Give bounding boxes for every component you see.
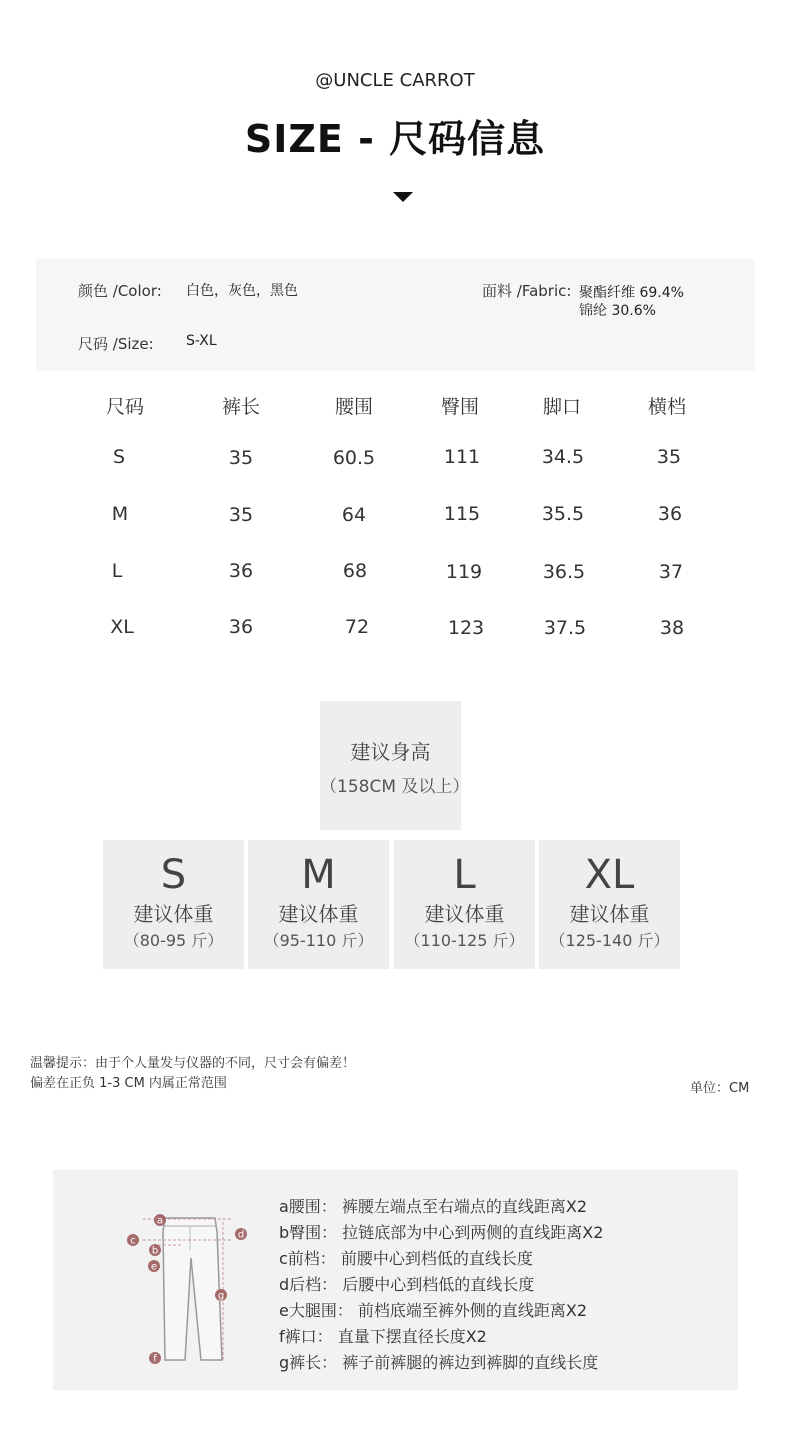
size-value: S-XL (186, 333, 217, 349)
page-title: SIZE - 尺码信息 (244, 117, 546, 161)
table-cell: XL (110, 616, 134, 638)
tip-line-1: 温馨提示：由于个人量发与仪器的不同，尺寸会有偏差！ (30, 1056, 356, 1071)
measure-item-thigh: e大腿围： 前档底端至裤外侧的直线距离X2 (279, 1301, 588, 1320)
brand-name: @UNCLE CARROT (315, 70, 475, 91)
weight-card-label: 建议体重 (424, 902, 505, 926)
fabric-value-2: 锦纶 30.6% (579, 303, 656, 319)
measure-item-waist: a腰围： 裤腰左端点至右端点的直线距离X2 (279, 1197, 588, 1216)
table-cell: 68 (342, 560, 368, 582)
weight-card-label: 建议体重 (133, 902, 214, 926)
tip-line-2: 偏差在正负 1-3 CM 内属正常范围 (30, 1076, 227, 1091)
color-label: 颜色 /Color: (78, 282, 162, 300)
table-cell: 64 (341, 504, 367, 526)
marker-label: f (153, 1353, 157, 1365)
height-range: （158CM 及以上） (320, 777, 470, 797)
measure-item-back-rise: d后档： 后腰中心到档低的直线长度 (279, 1275, 535, 1294)
measure-item-length: g裤长： 裤子前裤腿的裤边到裤脚的直线长度 (279, 1353, 599, 1372)
table-cell: S (112, 446, 126, 468)
table-header-cell: 臀围 (440, 396, 479, 418)
weight-card-label: 建议体重 (569, 902, 650, 926)
color-value: 白色，灰色，黑色 (186, 283, 298, 299)
table-cell: 123 (447, 617, 485, 639)
pants-diagram-icon (123, 1210, 303, 1370)
down-arrow-icon (393, 192, 413, 202)
table-cell: 35 (656, 446, 682, 468)
table-cell: 119 (445, 561, 483, 583)
table-cell: L (111, 560, 123, 582)
table-cell: 115 (443, 503, 481, 525)
table-header-cell: 尺码 (105, 396, 144, 418)
fabric-value-1: 聚酯纤维 69.4% (579, 285, 684, 301)
table-header-cell: 脚口 (542, 396, 581, 418)
unit-label: 单位：CM (690, 1081, 750, 1096)
table-cell: 35.5 (541, 503, 585, 525)
table-cell: 38 (659, 617, 685, 639)
measure-item-front-rise: c前档： 前腰中心到档低的直线长度 (279, 1249, 533, 1268)
weight-card-range: （110-125 斤） (404, 931, 525, 950)
weight-card-size: XL (584, 852, 635, 898)
weight-card-size: M (301, 852, 336, 898)
table-cell: 37.5 (543, 617, 587, 639)
marker-label: g (217, 1290, 225, 1302)
table-cell: 36.5 (542, 561, 586, 583)
weight-card-l (394, 840, 535, 969)
height-recommendation-card (320, 701, 470, 830)
weight-card-s (103, 840, 244, 969)
marker-label: d (237, 1229, 245, 1241)
marker-label: c (130, 1235, 136, 1247)
table-cell: 35 (228, 504, 254, 526)
table-cell: M (111, 503, 129, 525)
weight-card-size: L (453, 852, 476, 898)
table-cell: 111 (443, 446, 481, 468)
size-label: 尺码 /Size: (78, 335, 154, 353)
table-header-cell: 裤长 (221, 396, 260, 418)
table-cell: 34.5 (541, 446, 585, 468)
marker-label: b (151, 1245, 159, 1257)
weight-card-range: （95-110 斤） (263, 931, 374, 950)
table-header-cell: 腰围 (334, 396, 373, 418)
measure-item-hem: f裤口： 直量下摆直径长度X2 (279, 1327, 487, 1346)
table-cell: 35 (228, 447, 254, 469)
table-cell: 36 (228, 616, 254, 638)
height-label: 建议身高 (350, 740, 431, 764)
weight-card-m (248, 840, 389, 969)
measure-item-hip: b臀围： 拉链底部为中心到两侧的直线距离X2 (279, 1223, 604, 1242)
weight-card-size: S (160, 852, 187, 898)
table-cell: 60.5 (332, 447, 376, 469)
fabric-label: 面料 /Fabric: (482, 282, 572, 300)
product-info-panel (36, 259, 755, 371)
marker-label: a (156, 1215, 164, 1227)
table-cell: 37 (658, 561, 684, 583)
weight-card-range: （125-140 斤） (549, 931, 670, 950)
table-cell: 36 (657, 503, 683, 525)
table-cell: 36 (228, 560, 254, 582)
weight-card-range: （80-95 斤） (123, 931, 224, 950)
weight-card-label: 建议体重 (278, 902, 359, 926)
table-cell: 72 (344, 616, 370, 638)
measurement-guide (53, 1170, 738, 1390)
marker-label: e (150, 1261, 158, 1273)
weight-card-xl (539, 840, 680, 969)
table-header-cell: 横档 (647, 396, 686, 418)
